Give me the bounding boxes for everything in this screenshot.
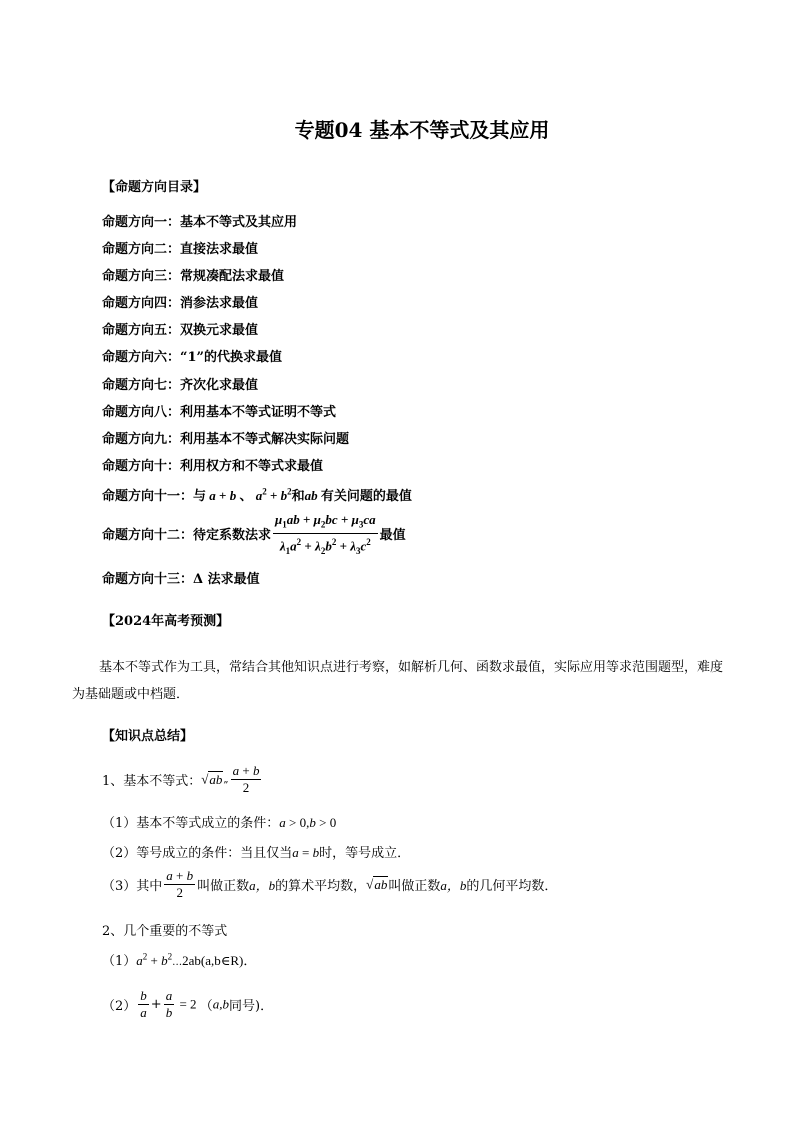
math-a-equals-b: a = b (292, 845, 320, 860)
directory-item-12: 命题方向十二：待定系数法求 $\frac{\mu_1ab + \mu_2bc + \mu_3ca}{\lambda_1a^2 + \lambda_2b^2 + \lambda_3c^2}$ 最值 (102, 512, 406, 559)
page-title: 专题04 基本不等式及其应用 (294, 118, 550, 142)
directory-item-3: 命题方向三：常规凑配法求最值 (102, 269, 285, 284)
mean-fraction: $\frac{a + b}{2}$ (232, 763, 260, 795)
directory-item-4: 命题方向四：消参法求最值 (102, 296, 259, 311)
knowledge-condition-3: （3）其中 $\frac{a + b}{2}$ 叫做正数a，b的算术平均数，√ab叫做正数a，b的几何平均数． (102, 868, 558, 900)
fraction-a-over-b: $\frac{a}{b}$ (165, 988, 173, 1020)
math-positive-condition: a > 0,b > 0 (279, 815, 337, 830)
knowledge-point-1: 1、基本不等式：√ab„ $\frac{a + b}{2}$ (102, 763, 260, 795)
knowledge-condition-2: （2）等号成立的条件：当且仅当a = b时，等号成立． (102, 845, 411, 861)
forecast-paragraph: 基本不等式作为工具，常结合其他知识点进行考察，如解析几何、函数求最值，实际应用等求范围题型，难度为基础题或中档题． (72, 660, 724, 702)
math-a2-b2: $a^2 + b^2$ (136, 951, 173, 968)
directory-item-9: 命题方向九：利用基本不等式解决实际问题 (102, 432, 350, 447)
directory-item-6: 命题方向六：“1”的代换求最值 (102, 350, 283, 365)
inequality-2: （2） $\frac{b}{a}$ + $\frac{a}{b}$ = 2 （a,b同号)． (102, 988, 274, 1020)
directory-item-7: 命题方向七：齐次化求最值 (102, 378, 259, 393)
directory-item-10: 命题方向十：利用权方和不等式求最值 (102, 459, 324, 474)
weighted-fraction: $\frac{\mu_1ab + \mu_2bc + \mu_3ca}{\lambda_1a^2 + \lambda_2b^2 + \lambda_3c^2}$ (275, 512, 376, 556)
directory-item-8: 命题方向八：利用基本不等式证明不等式 (102, 405, 337, 420)
inequality-1: $(1)a^2$ + $b^2\dots 2ab(a,b\in R)$． (102, 951, 257, 969)
sqrt-ab: √ab (201, 771, 223, 787)
directory-heading: 【命题方向目录】 (102, 180, 207, 195)
knowledge-condition-1: （1）基本不等式成立的条件：a > 0,b > 0 (102, 815, 337, 831)
directory-item-11: 命题方向十一：与 a + b 、 $a^2 + b^2$和ab 有关问题的最值 (102, 486, 412, 504)
math-a-plus-b: a + b (206, 488, 240, 503)
directory-item-2: 命题方向二：直接法求最值 (102, 242, 259, 257)
math-ab: ab (304, 488, 321, 503)
directory-item-1: 命题方向一：基本不等式及其应用 (102, 215, 298, 230)
knowledge-heading: 【知识点总结】 (102, 729, 194, 744)
sqrt-ab-geometric: √ab (366, 876, 388, 892)
directory-item-5: 命题方向五：双换元求最值 (102, 323, 259, 338)
forecast-heading: 【2024年高考预测】 (102, 614, 230, 629)
fraction-b-over-a: $\frac{b}{a}$ (140, 988, 147, 1020)
math-geq-2: = 2 (176, 996, 200, 1012)
knowledge-point-2: 2、几个重要的不等式 (102, 924, 228, 939)
arith-mean-fraction: $\frac{a + b}{2}$ (166, 868, 194, 900)
directory-item-13: 命题方向十三：Δ 法求最值 (102, 572, 260, 587)
math-a2-plus-b2: $a^2 + b^2$ (252, 486, 292, 503)
